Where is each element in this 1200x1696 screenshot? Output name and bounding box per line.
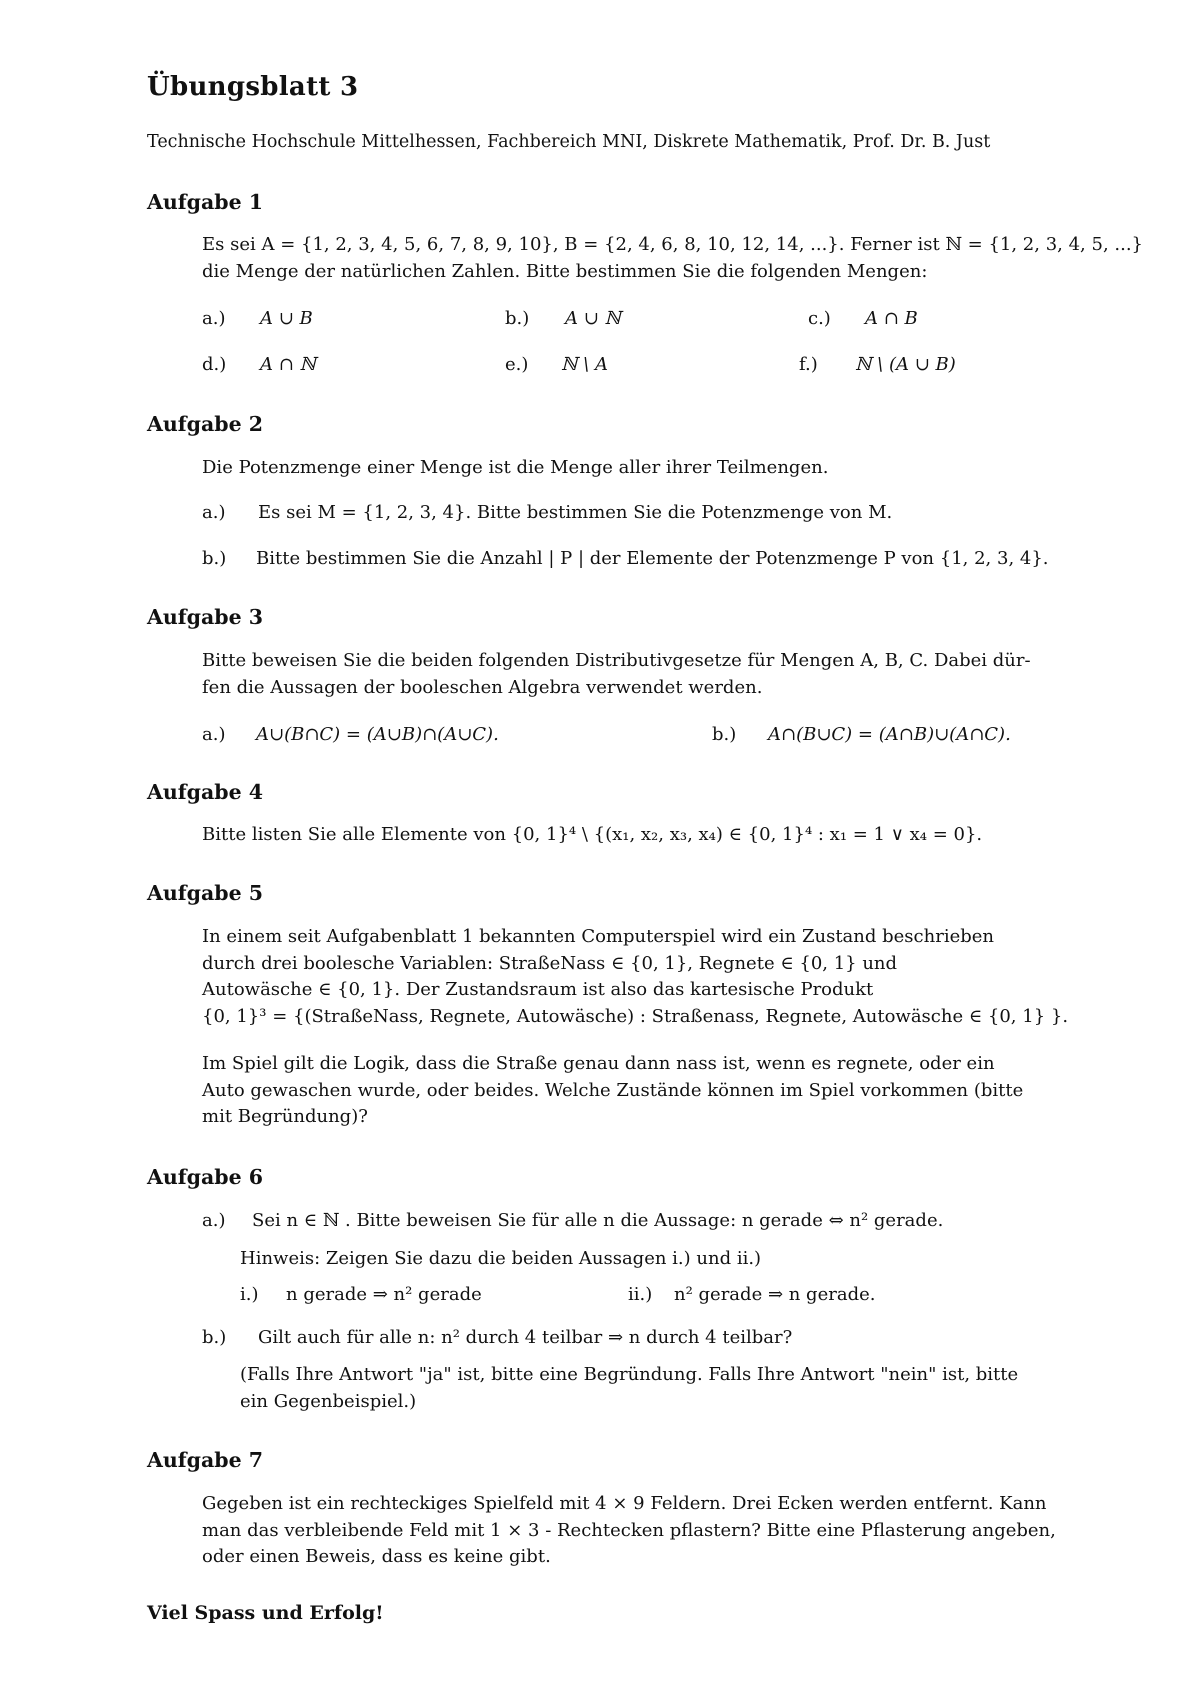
aufgabe-2-text-a: Es sei M = {1, 2, 3, 4}. Bitte bestimmen Sie die Potenzmenge von M.: [258, 502, 893, 523]
aufgabe-5-p2-line-2: Auto gewaschen wurde, oder beides. Welche Zustände können im Spiel vorkommen (bitte: [202, 1080, 1024, 1101]
aufgabe-6-note-line-1: (Falls Ihre Antwort "ja" ist, bitte eine Begründung. Falls Ihre Antwort "nein" ist, bitte: [240, 1364, 1019, 1385]
item-expr-e: ℕ \ A: [561, 354, 608, 375]
section-title-aufgabe-2: Aufgabe 2: [147, 412, 264, 436]
aufgabe-3-intro-line-1: Bitte beweisen Sie die beiden folgenden Distributivgesetze für Mengen A, B, C. Dabei dür-: [202, 650, 1031, 671]
aufgabe-6-note-line-2: ein Gegenbeispiel.): [240, 1391, 417, 1412]
aufgabe-6-text-ii: n² gerade ⇒ n gerade.: [674, 1284, 876, 1305]
aufgabe-3-expr-a: A∪(B∩C) = (A∪B)∩(A∪C).: [256, 724, 499, 745]
item-label-f: f.): [799, 354, 818, 375]
item-label-a: a.): [202, 308, 226, 329]
section-title-aufgabe-1: Aufgabe 1: [147, 190, 264, 214]
aufgabe-6-text-a: Sei n ∈ ℕ . Bitte beweisen Sie für alle n die Aussage: n gerade ⇔ n² gerade.: [252, 1210, 944, 1231]
item-expr-a: A ∪ B: [260, 308, 313, 329]
item-expr-d: A ∩ ℕ: [260, 354, 316, 375]
closing-remark: Viel Spass und Erfolg!: [147, 1602, 384, 1624]
aufgabe-5-p1-line-3: Autowäsche ∈ {0, 1}. Der Zustandsraum ist also das kartesische Produkt: [202, 979, 874, 1000]
item-expr-b: A ∪ ℕ: [565, 308, 621, 329]
aufgabe-6-label-b: b.): [202, 1327, 227, 1348]
aufgabe-2-label-b: b.): [202, 548, 227, 569]
aufgabe-2-label-a: a.): [202, 502, 226, 523]
aufgabe-3-intro-line-2: fen die Aussagen der booleschen Algebra verwendet werden.: [202, 677, 763, 698]
aufgabe-5-p2-line-1: Im Spiel gilt die Logik, dass die Straße genau dann nass ist, wenn es regnete, oder ein: [202, 1053, 995, 1074]
page-title: Übungsblatt 3: [147, 72, 359, 102]
aufgabe-2-intro: Die Potenzmenge einer Menge ist die Menge aller ihrer Teilmengen.: [202, 457, 829, 478]
item-label-d: d.): [202, 354, 227, 375]
aufgabe-6-hint: Hinweis: Zeigen Sie dazu die beiden Aussagen i.) und ii.): [240, 1248, 762, 1269]
section-title-aufgabe-4: Aufgabe 4: [147, 780, 264, 804]
section-title-aufgabe-3: Aufgabe 3: [147, 605, 264, 629]
aufgabe-6-label-ii: ii.): [628, 1284, 653, 1305]
aufgabe-6-label-i: i.): [240, 1284, 259, 1305]
aufgabe-6-text-i: n gerade ⇒ n² gerade: [286, 1284, 482, 1305]
course-subtitle: Technische Hochschule Mittelhessen, Fachbereich MNI, Diskrete Mathematik, Prof. Dr. B. Just: [147, 132, 991, 152]
aufgabe-7-line-1: Gegeben ist ein rechteckiges Spielfeld mit 4 × 9 Feldern. Drei Ecken werden entfernt. Kann: [202, 1493, 1047, 1514]
section-title-aufgabe-7: Aufgabe 7: [147, 1448, 264, 1472]
section-title-aufgabe-6: Aufgabe 6: [147, 1165, 264, 1189]
aufgabe-5-p1-line-1: In einem seit Aufgabenblatt 1 bekannten Computerspiel wird ein Zustand beschrieben: [202, 926, 994, 947]
aufgabe-2-text-b: Bitte bestimmen Sie die Anzahl | P | der Elemente der Potenzmenge P von {1, 2, 3, 4}.: [256, 548, 1049, 569]
aufgabe-5-p1-line-4: {0, 1}³ = {(StraßeNass, Regnete, Autowäsche) : Straßenass, Regnete, Autowäsche ∈ {0, 1} }.: [202, 1006, 1069, 1027]
aufgabe-6-text-b: Gilt auch für alle n: n² durch 4 teilbar ⇒ n durch 4 teilbar?: [258, 1327, 793, 1348]
aufgabe-3-label-b: b.): [712, 724, 737, 745]
item-label-b: b.): [505, 308, 530, 329]
item-label-e: e.): [505, 354, 529, 375]
aufgabe-5-p1-line-2: durch drei boolesche Variablen: StraßeNass ∈ {0, 1}, Regnete ∈ {0, 1} und: [202, 953, 898, 974]
aufgabe-4-text: Bitte listen Sie alle Elemente von {0, 1}⁴ \ {(x₁, x₂, x₃, x₄) ∈ {0, 1}⁴ : x₁ = 1 ∨ x₄ = 0}.: [202, 824, 983, 845]
item-expr-f: ℕ \ (A ∪ B): [855, 354, 956, 375]
aufgabe-1-intro-line-2: die Menge der natürlichen Zahlen. Bitte bestimmen Sie die folgenden Mengen:: [202, 261, 928, 282]
aufgabe-3-expr-b: A∩(B∪C) = (A∩B)∪(A∩C).: [768, 724, 1011, 745]
item-label-c: c.): [808, 308, 831, 329]
aufgabe-3-label-a: a.): [202, 724, 226, 745]
aufgabe-5-p2-line-3: mit Begründung)?: [202, 1106, 368, 1127]
item-expr-c: A ∩ B: [865, 308, 918, 329]
aufgabe-6-label-a: a.): [202, 1210, 226, 1231]
aufgabe-7-line-3: oder einen Beweis, dass es keine gibt.: [202, 1546, 551, 1567]
aufgabe-7-line-2: man das verbleibende Feld mit 1 × 3 - Rechtecken pflastern? Bitte eine Pflasterung angeben,: [202, 1520, 1056, 1541]
aufgabe-1-intro-line-1: Es sei A = {1, 2, 3, 4, 5, 6, 7, 8, 9, 10}, B = {2, 4, 6, 8, 10, 12, 14, ...}. Ferner ist ℕ = {1, 2, 3, 4, 5, ...}: [202, 234, 1144, 255]
section-title-aufgabe-5: Aufgabe 5: [147, 881, 264, 905]
